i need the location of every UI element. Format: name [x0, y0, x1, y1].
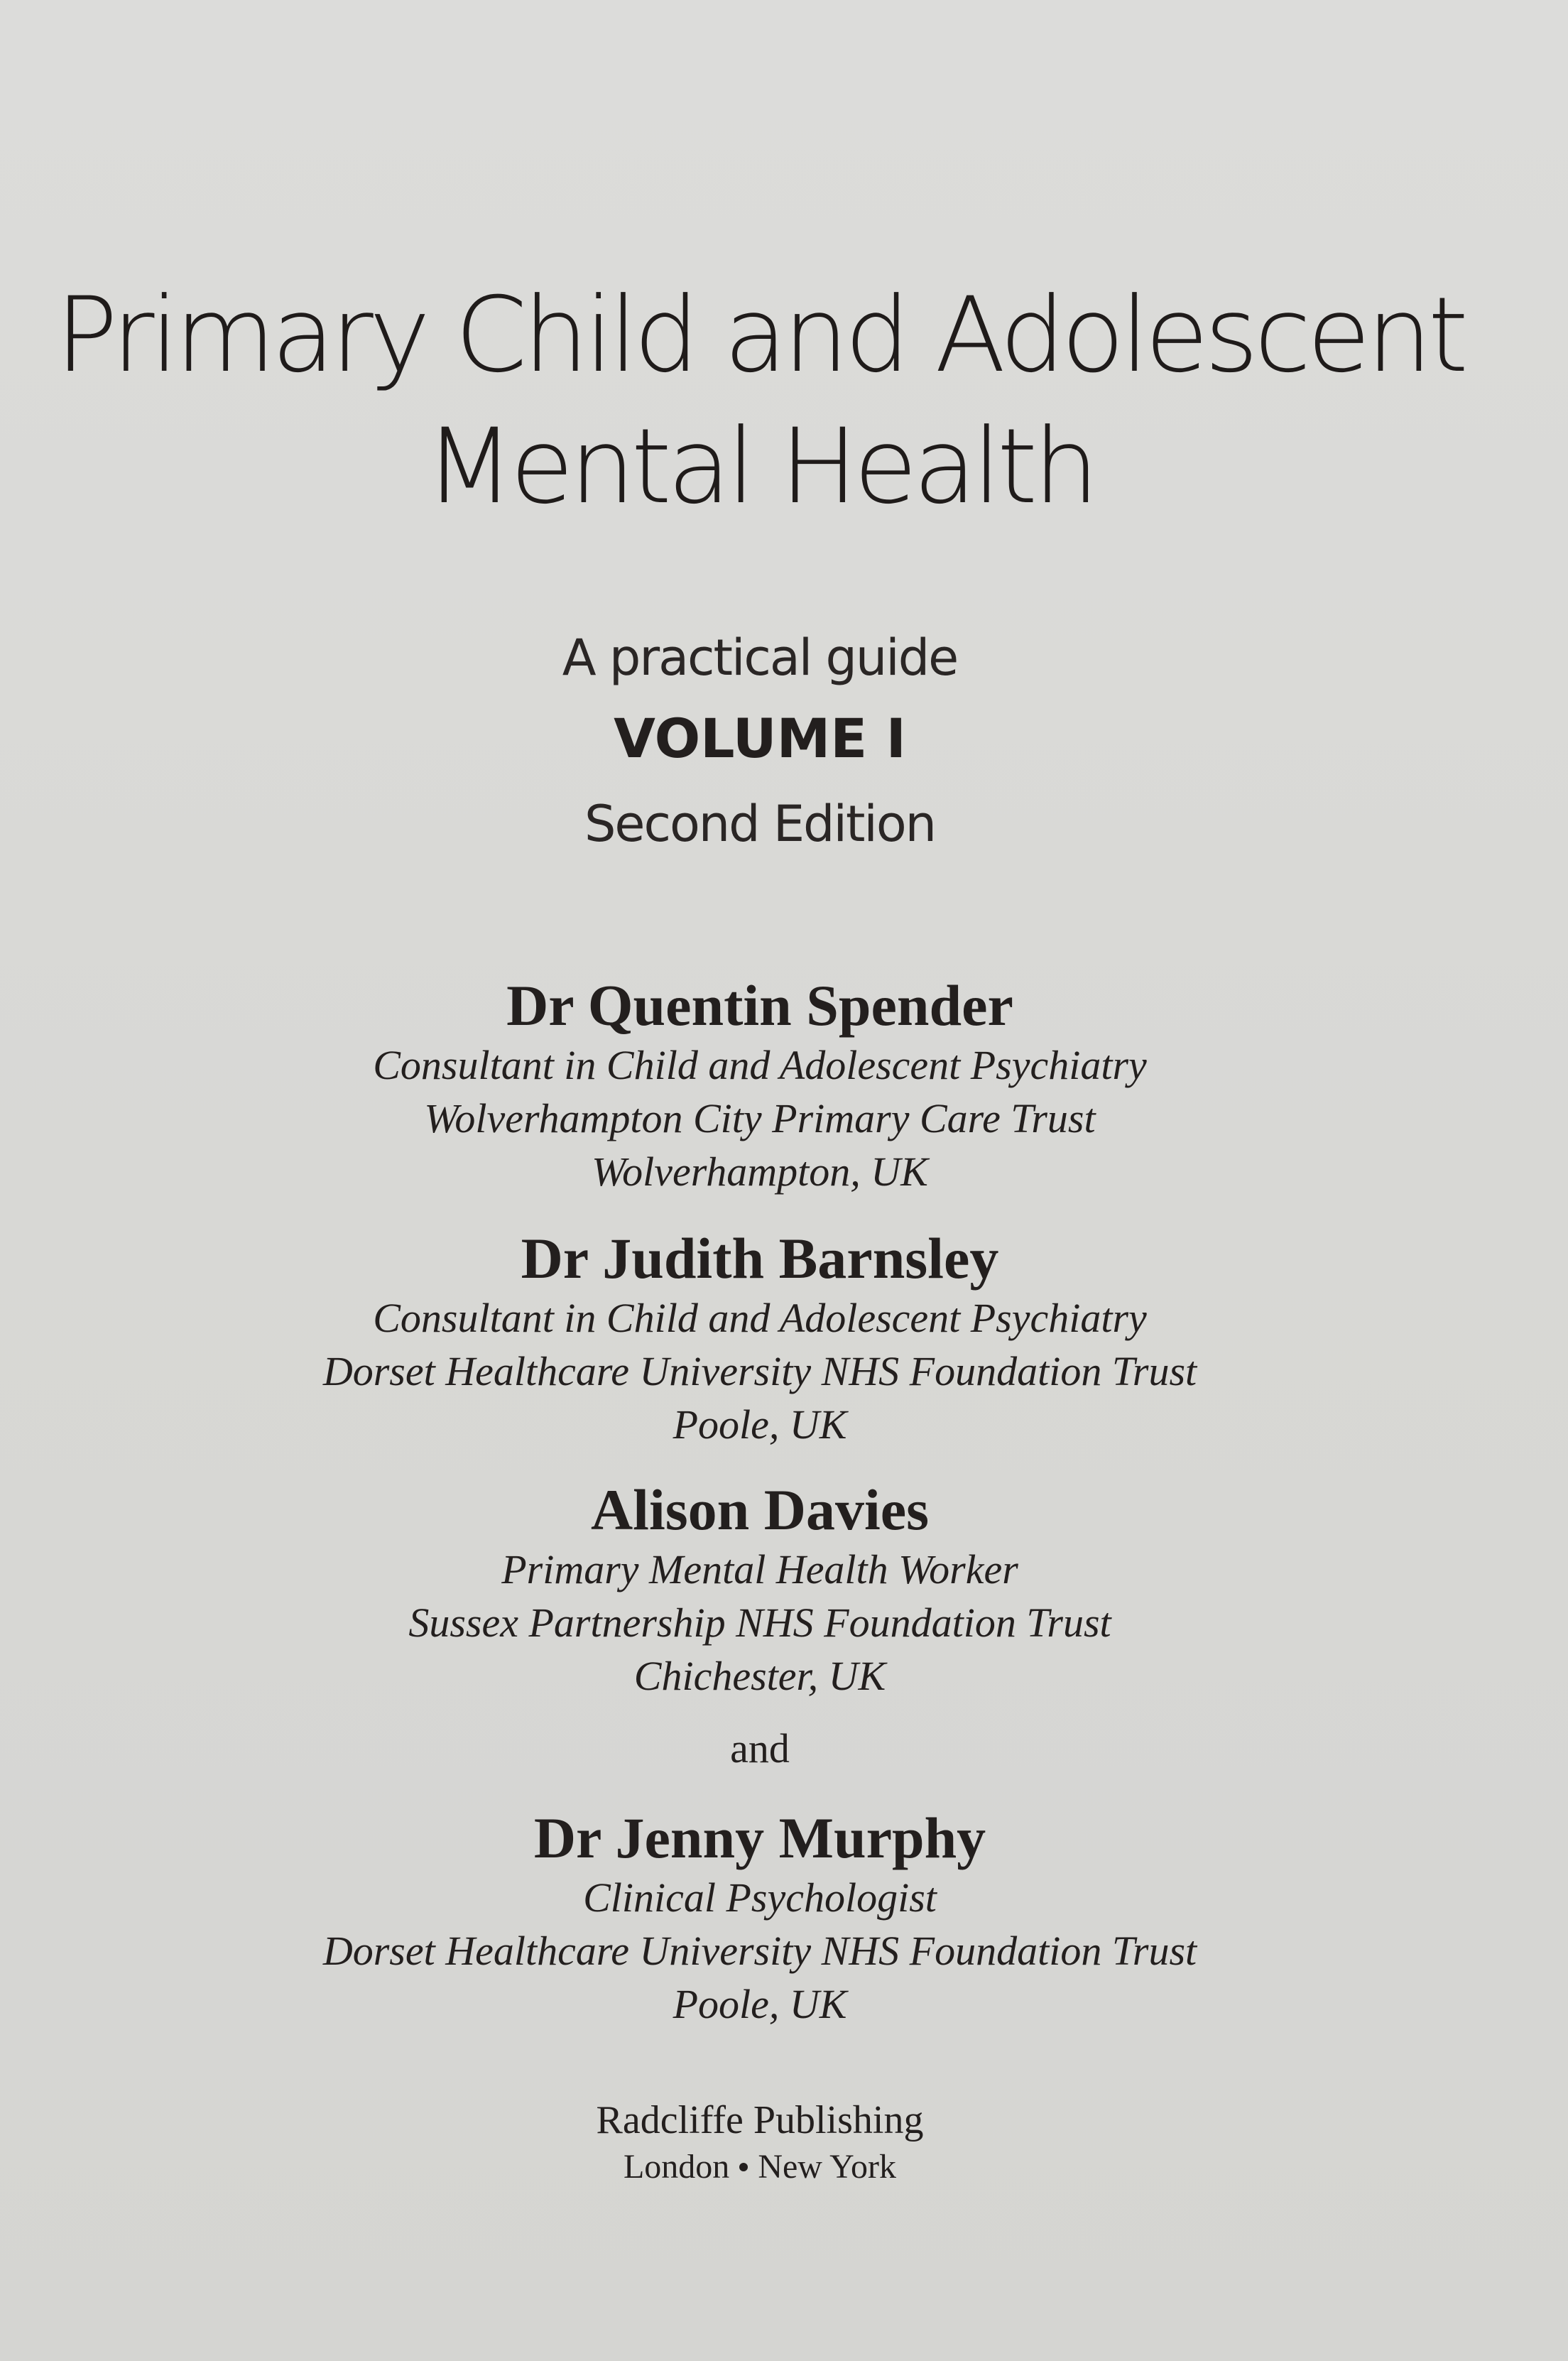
book-title-line-2: Mental Health — [425, 406, 1095, 527]
bullet-separator — [739, 2163, 748, 2171]
publisher-city: New York — [758, 2148, 897, 2186]
author-name: Alison Davies — [590, 1477, 930, 1542]
publisher-city: London — [623, 2148, 730, 2186]
author-name: Dr Quentin Spender — [506, 973, 1013, 1038]
book-title — [0, 270, 1520, 533]
book-subtitle: A practical guide — [562, 629, 958, 687]
book-title-line-1: Primary Child and Adolescent — [55, 275, 1464, 396]
author-block — [0, 1806, 1520, 2031]
author-organisation: Wolverhampton City Primary Care Trust — [424, 1095, 1096, 1141]
edition-label: Second Edition — [584, 795, 936, 853]
author-role: Clinical Psychologist — [583, 1874, 937, 1921]
author-block — [0, 1477, 1520, 1703]
author-organisation: Dorset Healthcare University NHS Foundation Trust — [322, 1348, 1197, 1394]
author-organisation: Dorset Healthcare University NHS Foundation Trust — [322, 1928, 1197, 1974]
author-location: Wolverhampton, UK — [592, 1149, 928, 1195]
author-location: Chichester, UK — [633, 1653, 886, 1699]
author-name: Dr Judith Barnsley — [521, 1226, 999, 1291]
author-name: Dr Jenny Murphy — [533, 1806, 986, 1870]
publisher-name: Radcliffe Publishing — [596, 2098, 924, 2142]
author-block — [0, 973, 1520, 1198]
author-role: Consultant in Child and Adolescent Psychiatry — [373, 1295, 1147, 1341]
author-location: Poole, UK — [673, 1981, 847, 2027]
author-location: Poole, UK — [673, 1401, 847, 1448]
and-separator: and — [730, 1725, 790, 1771]
author-organisation: Sussex Partnership NHS Foundation Trust — [408, 1600, 1111, 1646]
publisher-cities — [0, 2145, 1520, 2189]
author-role: Primary Mental Health Worker — [501, 1546, 1018, 1592]
volume-label: VOLUME I — [614, 707, 906, 770]
author-block — [0, 1226, 1520, 1451]
author-role: Consultant in Child and Adolescent Psychiatry — [373, 1042, 1147, 1088]
